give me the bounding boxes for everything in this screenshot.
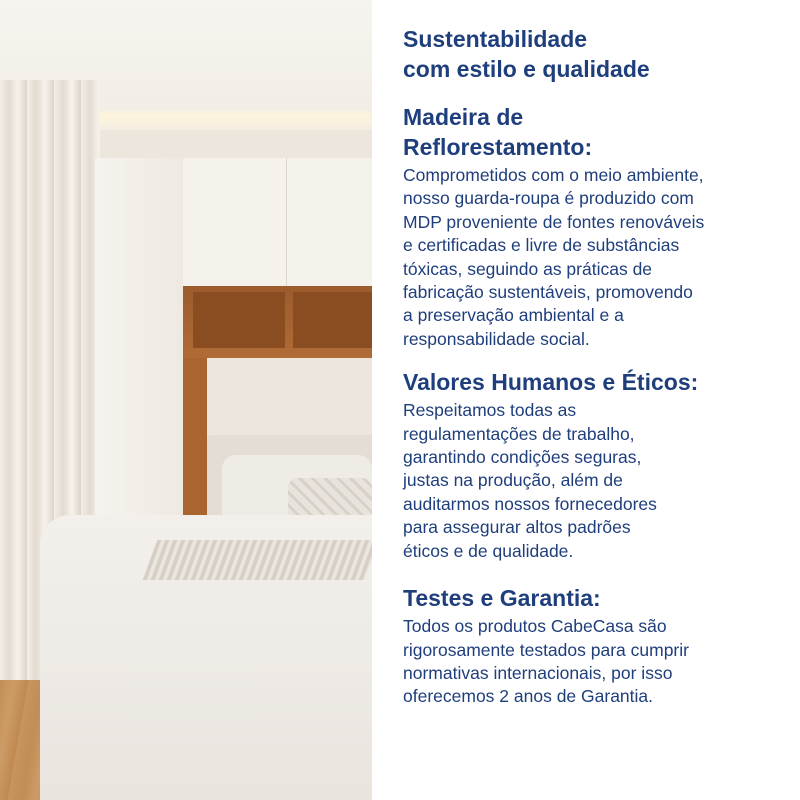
body-line: éticos e de qualidade. [403,540,574,561]
headline [403,24,783,84]
wardrobe-top-doors [183,158,372,287]
body-line: tóxicas, seguindo as práticas de [403,258,653,279]
body-line: normativas internacionais, por isso [403,662,673,683]
section-testes-garantia [403,583,783,709]
section-title-line: Testes e Garantia: [403,585,601,612]
body-line: oferecemos 2 anos de Garantia. [403,686,654,707]
body-line: a preservação ambiental e a [403,305,624,326]
wooden-shelf [183,286,372,358]
section-title [403,583,783,613]
body-line: nosso guarda-roupa é produzido com [403,188,694,209]
body-line: rigorosamente testados para cumprir [403,639,689,660]
headline-line: com estilo e qualidade [403,56,650,82]
section-body [403,615,783,709]
body-line: auditarmos nossos fornecedores [403,493,657,514]
section-title-line: Madeira de [403,104,524,130]
section-title-line: Reflorestamento: [403,134,593,160]
section-title [403,102,783,162]
body-line: garantindo condições seguras, [403,447,642,468]
bed-throw [143,540,372,580]
body-line: Respeitamos todas as [403,400,577,421]
body-line: Todos os produtos CabeCasa são [403,616,667,637]
body-line: Comprometidos com o meio ambiente, [403,165,704,185]
section-body [403,164,783,351]
text-column [403,24,783,709]
bedroom-photo [0,0,372,800]
body-line: e certificadas e livre de substâncias [403,235,680,256]
headline-line: Sustentabilidade [403,26,588,52]
body-line: MDP proveniente de fontes renováveis [403,211,705,232]
body-line: para assegurar altos padrões [403,517,631,538]
section-body [403,399,783,563]
body-line: responsabilidade social. [403,328,590,349]
section-title-line: Valores Humanos e Éticos: [403,369,699,396]
body-line: justas na produção, além de [403,470,623,491]
section-title [403,367,783,397]
body-line: fabricação sustentáveis, promovendo [403,282,693,303]
body-line: regulamentações de trabalho, [403,423,635,444]
section-reflorestamento [403,102,783,351]
section-valores-humanos [403,367,783,563]
